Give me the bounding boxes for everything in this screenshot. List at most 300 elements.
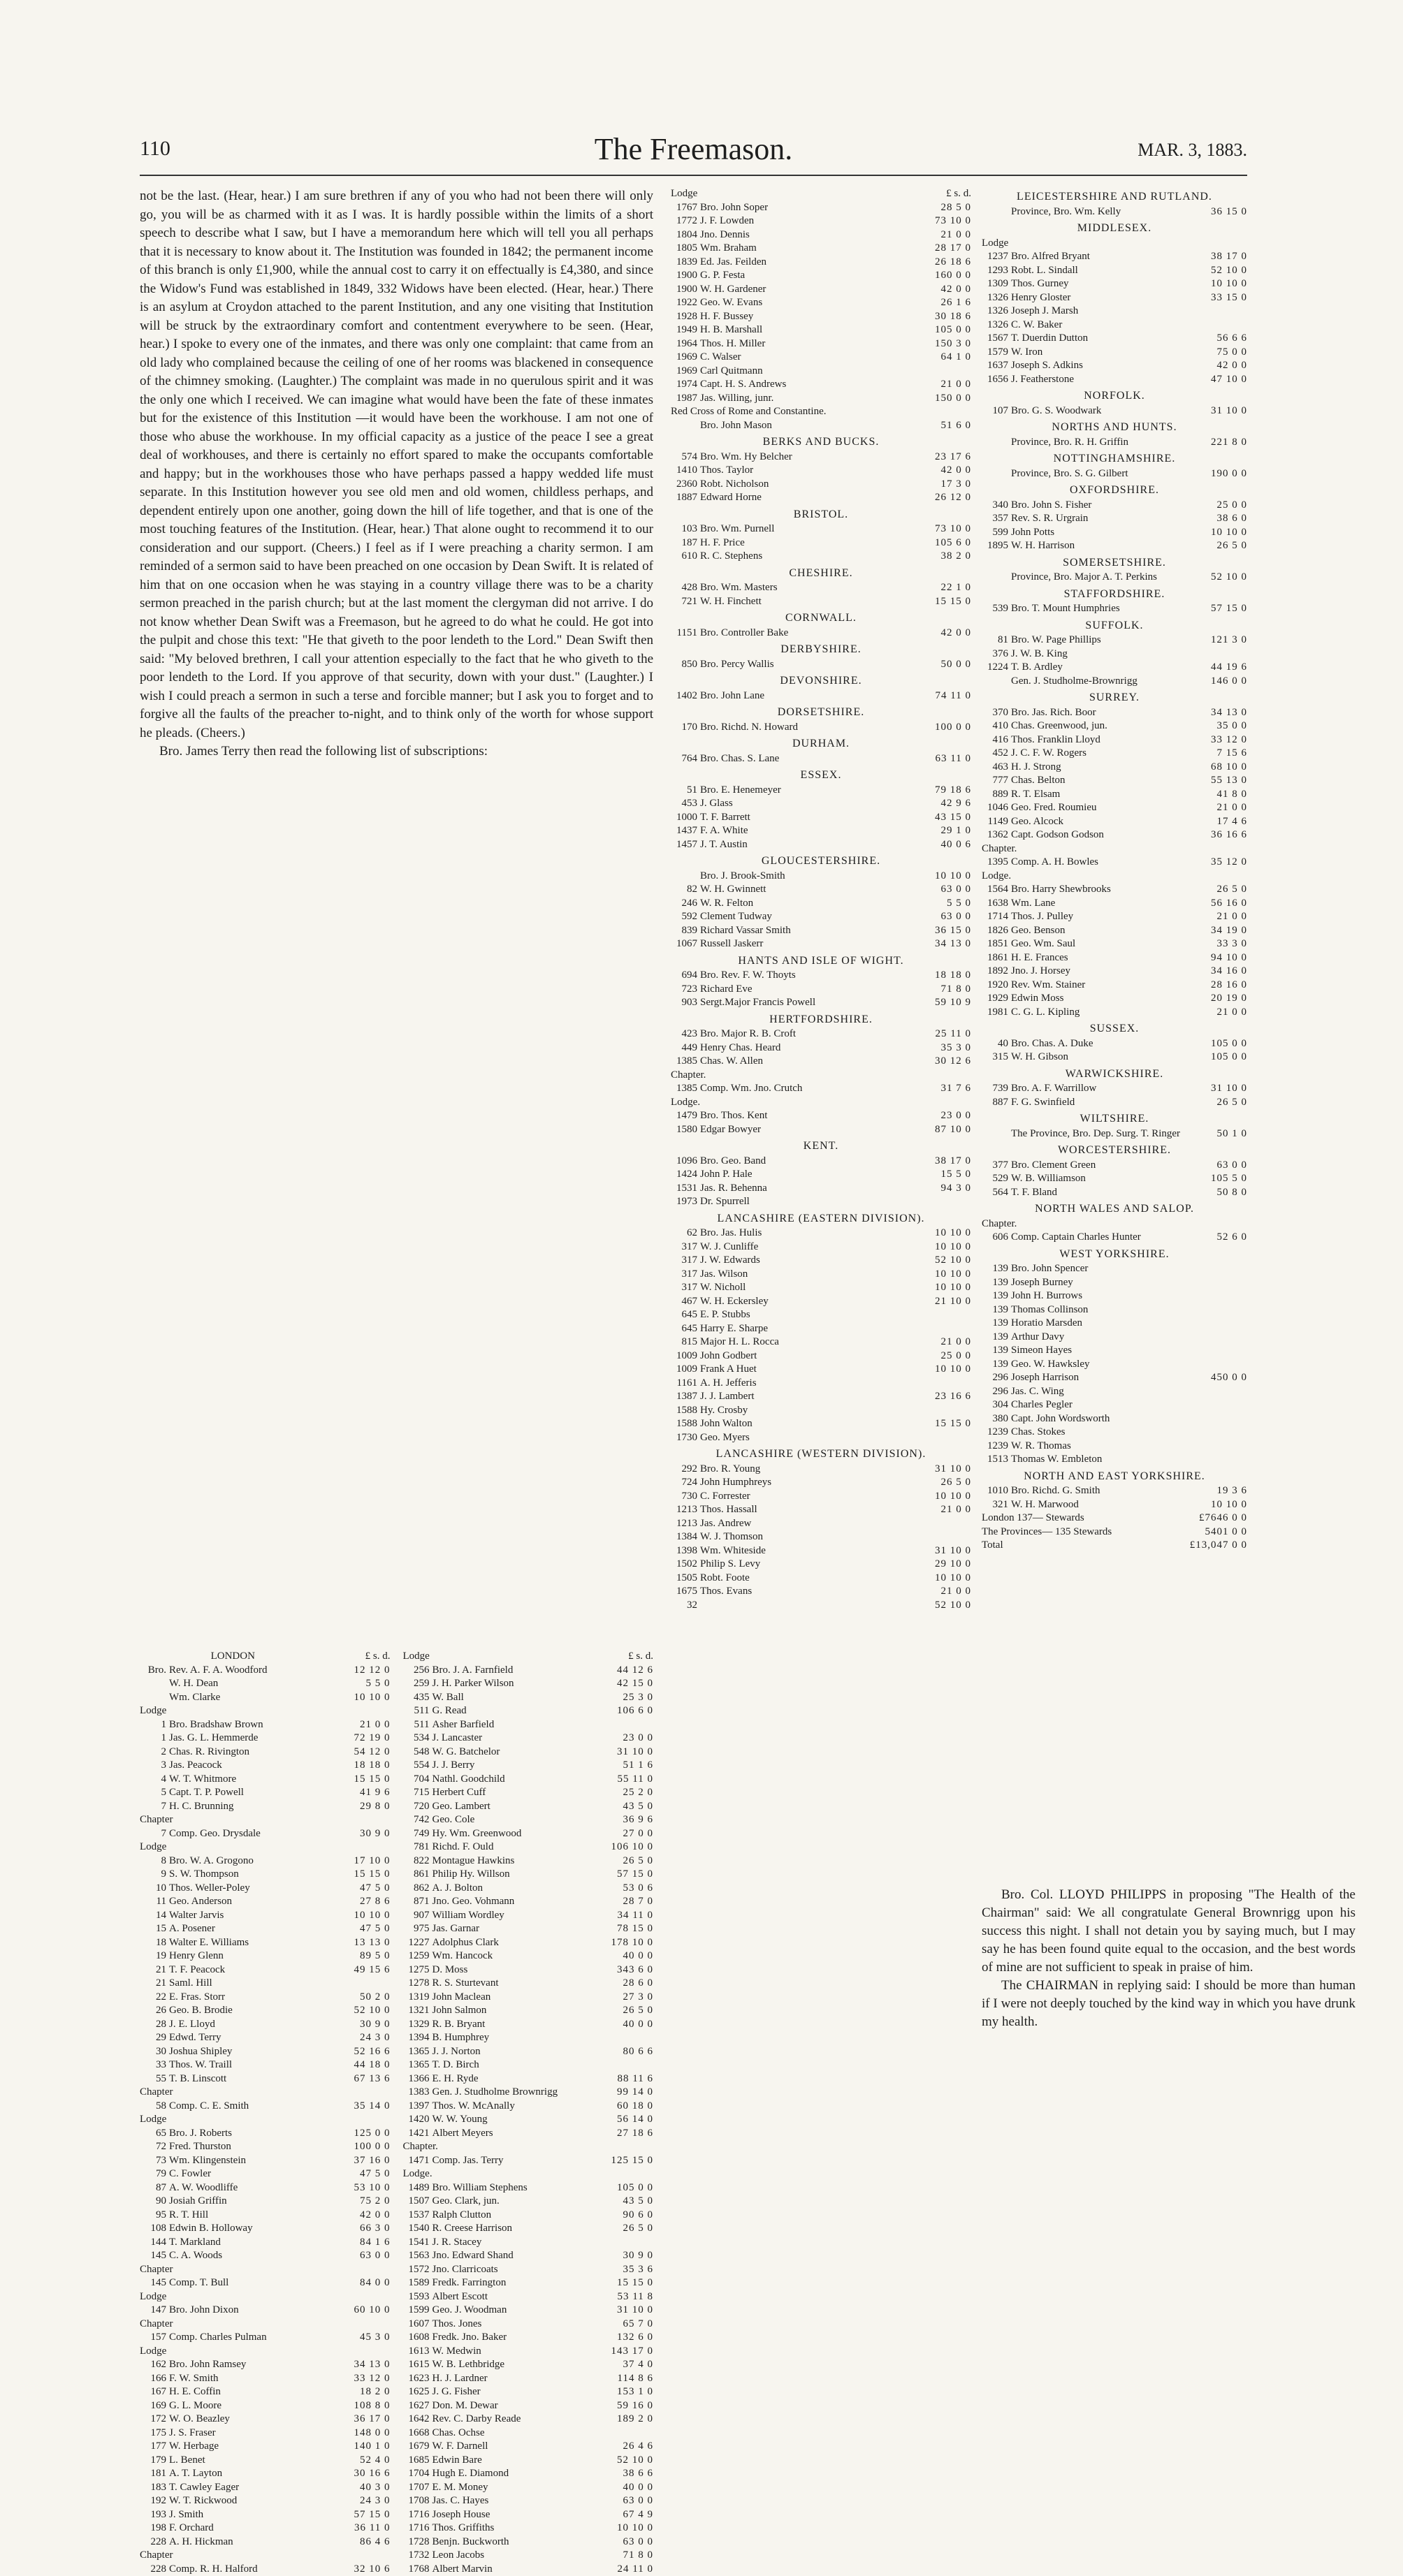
amount: 52 16 6 [326, 2045, 391, 2059]
lodge-number: 1704 [403, 2467, 432, 2481]
amount: 40 3 0 [326, 2481, 391, 2495]
subscriber-name: Bro. Richd. G. Smith [1011, 1484, 1183, 1498]
lodge-number: 1567 [982, 332, 1011, 346]
lodge-number: 246 [671, 897, 700, 911]
table-row [403, 2100, 654, 2114]
lodge-number: 1987 [671, 392, 700, 406]
amount [1183, 1344, 1247, 1358]
amount [1183, 1358, 1247, 1372]
lodge-number: 1656 [982, 373, 1011, 387]
subscriber-name: D. Moss [432, 1963, 590, 1977]
table-row [982, 1051, 1247, 1064]
table-row [982, 346, 1247, 360]
lodge-number: 599 [982, 526, 1011, 540]
lodge-number: 1437 [671, 824, 700, 838]
section-heading: ESSEX. [671, 768, 971, 782]
subscriber-name: Chas. Ochse [432, 2427, 590, 2440]
lodge-number: 1239 [982, 1440, 1011, 1454]
lodge-number: 1969 [671, 365, 700, 379]
subscriber-name: J. G. Fisher [432, 2385, 590, 2399]
lodge-number: 1572 [403, 2263, 432, 2277]
amount [1183, 842, 1247, 856]
lodge-number: 721 [671, 595, 700, 609]
amount: 28 16 0 [1183, 979, 1247, 993]
lodge-number: 815 [671, 1335, 700, 1349]
table-row [140, 2454, 391, 2468]
amount: 15 5 0 [907, 1168, 971, 1182]
amount: 57 15 0 [589, 1868, 653, 1882]
amount: 106 10 0 [589, 1840, 653, 1854]
amount: 29 10 0 [907, 1558, 971, 1572]
currency-header: £ s. d. [326, 1650, 391, 1664]
amount: 47 5 0 [326, 1882, 391, 1896]
table-row [982, 1037, 1247, 1051]
table-row [140, 2154, 391, 2168]
lodge-number: 1309 [982, 277, 1011, 291]
lodge-number: 228 [140, 2535, 169, 2549]
table-row [403, 1746, 654, 1759]
amount: 25 3 0 [589, 1691, 653, 1705]
province-sections [982, 190, 1247, 1512]
lodge-number [982, 571, 1011, 585]
table-row [403, 2372, 654, 2386]
subscriber-name: Russell Jaskerr [700, 937, 907, 951]
lodge-number: 548 [403, 1746, 432, 1759]
amount: 36 9 6 [589, 1813, 653, 1827]
subscriber-name: J. W. Edwards [700, 1254, 907, 1268]
amount: 68 10 0 [1183, 761, 1247, 775]
lodge-number [671, 870, 700, 884]
lodge-number: 11 [140, 1895, 169, 1909]
amount [1183, 237, 1247, 251]
lodge-number: 1424 [671, 1168, 700, 1182]
amount: 30 9 0 [589, 2249, 653, 2263]
table-row [403, 2263, 654, 2277]
lodge-number: 1730 [671, 1431, 700, 1445]
subscriber-name [169, 2549, 326, 2563]
subscriber-name: Albert Meyers [432, 2127, 590, 2141]
table-row [140, 1882, 391, 1896]
amount: 42 0 0 [907, 464, 971, 478]
lodge-number: 1851 [982, 937, 1011, 951]
table-row [671, 1503, 971, 1517]
lodge-number: Chapter [140, 1813, 169, 1827]
table-row [982, 661, 1247, 675]
lodge-number: Lodge. [982, 870, 1011, 884]
lodge-number: 81 [982, 634, 1011, 647]
table-row [671, 1544, 971, 1558]
amount: 27 0 0 [589, 1827, 653, 1841]
lodge-number: 907 [403, 1909, 432, 1923]
table-row [671, 1069, 971, 1083]
subscriber-name: Carl Quitmann [700, 365, 907, 379]
lodge-number: 192 [140, 2494, 169, 2508]
table-row [140, 2413, 391, 2427]
section-heading: NORTHS AND HUNTS. [982, 420, 1247, 434]
lodge-number: 1161 [671, 1377, 700, 1391]
amount: 44 12 6 [589, 1664, 653, 1678]
amount: 65 7 0 [589, 2318, 653, 2332]
amount: 38 6 6 [589, 2467, 653, 2481]
section-heading: SUFFOLK. [982, 619, 1247, 633]
amount: 10 10 0 [326, 1691, 391, 1705]
amount: 63 11 0 [907, 752, 971, 766]
amount: 21 0 0 [907, 378, 971, 392]
amount [589, 2236, 653, 2250]
table-row [982, 747, 1247, 761]
subscriber-name: W. Medwin [432, 2345, 590, 2359]
table-row [403, 1909, 654, 1923]
subscriber-name: Thomas W. Embleton [1011, 1453, 1183, 1467]
lodge-number: 1772 [671, 214, 700, 228]
lodge-number: 452 [982, 747, 1011, 761]
table-row [982, 965, 1247, 979]
table-row [140, 2467, 391, 2481]
amount: 36 15 0 [907, 924, 971, 938]
table-row [140, 1813, 391, 1827]
subscriber-name [432, 2167, 590, 2181]
table-row [671, 1123, 971, 1137]
lodge-number: 317 [671, 1254, 700, 1268]
subscriber-name: Bro. Percy Wallis [700, 658, 907, 672]
lodge-number: 1398 [671, 1544, 700, 1558]
subscriber-name [169, 1840, 326, 1854]
amount: 28 5 0 [907, 201, 971, 215]
lodge-number: 1767 [671, 201, 700, 215]
lodge-number: 181 [140, 2467, 169, 2481]
subscriber-name: Simeon Hayes [1011, 1344, 1183, 1358]
lodge-number: 79 [140, 2167, 169, 2181]
table-row [982, 1331, 1247, 1345]
lodge-number: 1637 [982, 359, 1011, 373]
lodge-number: 645 [671, 1322, 700, 1336]
subscriber-name: John Maclean [432, 1991, 590, 2005]
subscriber-name: G. L. Moore [169, 2399, 326, 2413]
amount: 21 0 0 [326, 1718, 391, 1732]
lodge-number: 1599 [403, 2304, 432, 2318]
subscriber-name: Bro. John Dixon [169, 2304, 326, 2318]
subscriber-name: Jas. C. Wing [1011, 1385, 1183, 1399]
lodge-number: 377 [982, 1159, 1011, 1173]
table-row [140, 2167, 391, 2181]
amount: 56 14 0 [589, 2113, 653, 2127]
table-row [671, 838, 971, 852]
table-row [982, 1358, 1247, 1372]
amount: 10 10 0 [1183, 277, 1247, 291]
section-heading: SOMERSETSHIRE. [982, 556, 1247, 570]
amount: 52 6 0 [1183, 1231, 1247, 1245]
amount [326, 1840, 391, 1854]
lodge-number: 1326 [982, 291, 1011, 305]
amount: 105 0 0 [907, 323, 971, 337]
subscriber-name: Bro. W. Page Phillips [1011, 634, 1183, 647]
subscriber-name [432, 2140, 590, 2154]
amount: 35 14 0 [326, 2100, 391, 2114]
table-row [671, 784, 971, 798]
lodge-number: 65 [140, 2127, 169, 2141]
amount: 38 17 0 [907, 1155, 971, 1169]
lodge-number [982, 436, 1011, 450]
amount: 34 11 0 [589, 1909, 653, 1923]
table-row [671, 419, 971, 433]
lodge-number: 1804 [671, 228, 700, 242]
amount: 18 2 0 [326, 2385, 391, 2399]
amount: 10 10 0 [1183, 526, 1247, 540]
section-heading: DERBYSHIRE. [671, 643, 971, 657]
list-rows [403, 1664, 654, 2576]
amount: 25 2 0 [589, 1786, 653, 1800]
subscriber-name: Wm. Klingenstein [169, 2154, 326, 2168]
lodge-number: 720 [403, 1800, 432, 1814]
amount: 41 9 6 [326, 1786, 391, 1800]
amount: 29 1 0 [907, 824, 971, 838]
table-row [403, 1677, 654, 1691]
amount [326, 2086, 391, 2100]
subscriber-name: Bro. G. S. Woodwark [1011, 404, 1183, 418]
subscriber-name: J. R. Stacey [432, 2236, 590, 2250]
lodge-number: 511 [403, 1718, 432, 1732]
table-row [403, 2304, 654, 2318]
subscriber-name: Henry Glenn [169, 1949, 326, 1963]
table-row [140, 2181, 391, 2195]
subscriber-name: Bro. Rev. F. W. Thoyts [700, 969, 907, 983]
amount [326, 2263, 391, 2277]
table-row [140, 1840, 391, 1854]
amount [1183, 1331, 1247, 1345]
amount: 33 12 0 [326, 2372, 391, 2386]
amount: 66 3 0 [326, 2222, 391, 2236]
table-row [403, 1840, 654, 1854]
subscriber-name: Capt. H. S. Andrews [700, 378, 907, 392]
amount [1183, 1217, 1247, 1231]
lodge-number: 1505 [671, 1572, 700, 1586]
lodge-number: 172 [140, 2413, 169, 2427]
amount: 153 1 0 [589, 2385, 653, 2399]
amount: 26 5 0 [1183, 1096, 1247, 1110]
list-rows [671, 201, 971, 406]
subscriber-name: Robt. Foote [700, 1572, 907, 1586]
table-row [140, 1786, 391, 1800]
subscriber-name: W. Ball [432, 1691, 590, 1705]
subscriber-name: T. Duerdin Dutton [1011, 332, 1183, 346]
lodge-number: 170 [671, 721, 700, 735]
amount: 17 3 0 [907, 478, 971, 492]
table-row [671, 797, 971, 811]
lodge-number: 296 [982, 1371, 1011, 1385]
lodge-number: 1213 [671, 1503, 700, 1517]
table-row [671, 721, 971, 735]
subscriber-name: T. B. Linscott [169, 2072, 326, 2086]
lodge-number: 198 [140, 2522, 169, 2535]
subscriber-name: W. H. Finchett [700, 595, 907, 609]
subscriber-name: Comp. Charles Pulman [169, 2331, 326, 2345]
subscriber-name: Chas. Greenwood, jun. [1011, 719, 1183, 733]
table-row [671, 595, 971, 609]
amount [589, 2140, 653, 2154]
subscriber-name: Geo. Cole [432, 1813, 590, 1827]
table-row [982, 305, 1247, 319]
table-row [403, 2018, 654, 2032]
subscriber-name: Bro. Chas. S. Lane [700, 752, 907, 766]
subscriber-name: Bro. Wm. Purnell [700, 522, 907, 536]
lodge-number: 259 [403, 1677, 432, 1691]
subscriber-name: Walter E. Williams [169, 1936, 326, 1950]
lodge-number: 1275 [403, 1963, 432, 1977]
subscriber-name: Geo. W. Evans [700, 296, 907, 310]
table-row [982, 883, 1247, 897]
subscriber-name: W. J. Thomson [700, 1530, 907, 1544]
lodge-list [403, 1650, 654, 2069]
table-row [671, 969, 971, 983]
subscriber-name: Jas. Willing, junr. [700, 392, 907, 406]
table-row [982, 359, 1247, 373]
subscriber-name: W. F. Darnell [432, 2440, 590, 2454]
lodge-number: 1627 [403, 2399, 432, 2413]
table-row [140, 2345, 391, 2359]
lodge-number: 22 [140, 1991, 169, 2005]
amount [589, 2031, 653, 2045]
lodge-number: 175 [140, 2427, 169, 2440]
subscriber-name: Gen. J. Studholme Brownrigg [432, 2086, 590, 2100]
table-row [403, 1813, 654, 1827]
lodge-number: 30 [140, 2045, 169, 2059]
lodge-number: 1362 [982, 828, 1011, 842]
amount: 26 5 0 [907, 1476, 971, 1490]
amount: 40 0 6 [907, 838, 971, 852]
table-row [140, 1922, 391, 1936]
subscriber-name: Joseph S. Adkins [1011, 359, 1183, 373]
lodge-number: 3 [140, 1759, 169, 1773]
subscriber-name: Arthur Davy [1011, 1331, 1183, 1345]
subscriber-name: E. Fras. Storr [169, 1991, 326, 2005]
subscriber-name: W. H. Eckersley [700, 1295, 907, 1309]
lodge-number: 108 [140, 2222, 169, 2236]
section-heading: LANCASHIRE (EASTERN DIVISION). [671, 1212, 971, 1226]
amount: 15 15 0 [589, 2276, 653, 2290]
lodge-number: 1421 [403, 2127, 432, 2141]
table-row [403, 2385, 654, 2399]
lodge-number: 730 [671, 1490, 700, 1504]
lodge-number: 534 [403, 1732, 432, 1746]
table-row [140, 2549, 391, 2563]
lodge-number: 410 [982, 719, 1011, 733]
amount: 52 10 0 [326, 2004, 391, 2018]
amount: 105 0 0 [589, 2181, 653, 2195]
amount: 40 0 0 [589, 1949, 653, 1963]
table-row [671, 1254, 971, 1268]
amount: 38 17 0 [1183, 250, 1247, 264]
subscriber-name: C. Forrester [700, 1490, 907, 1504]
amount: 28 17 0 [907, 242, 971, 256]
amount [1183, 1398, 1247, 1412]
table-row [140, 1691, 391, 1705]
lodge-number: 1613 [403, 2345, 432, 2359]
amount: 59 10 9 [907, 996, 971, 1010]
subscriber-name: J. W. B. King [1011, 647, 1183, 661]
lodge-number: 228 [140, 2563, 169, 2576]
lodge-number: 1387 [671, 1390, 700, 1404]
lodge-number: 1716 [403, 2508, 432, 2522]
subscriber-name: Chas. Stokes [1011, 1426, 1183, 1440]
table-row [403, 2563, 654, 2576]
amount: 221 8 0 [1183, 436, 1247, 450]
amount [1183, 1385, 1247, 1399]
lodge-number: 167 [140, 2385, 169, 2399]
amount: 30 16 6 [326, 2467, 391, 2481]
lodge-number: 554 [403, 1759, 432, 1773]
table-row [140, 2494, 391, 2508]
subscriber-name: Montague Hawkins [432, 1854, 590, 1868]
subscriber-name: W. Nicholl [700, 1281, 907, 1295]
table-row [982, 719, 1247, 733]
subscriber-name: Comp. T. Bull [169, 2276, 326, 2290]
table-row [982, 842, 1247, 856]
amount [1183, 1317, 1247, 1331]
lodge-number: 103 [671, 522, 700, 536]
table-row [982, 1262, 1247, 1276]
amount: 40 0 0 [589, 2481, 653, 2495]
amount: 88 11 6 [589, 2072, 653, 2086]
amount: 25 0 0 [907, 1349, 971, 1363]
amount: 50 2 0 [326, 1991, 391, 2005]
subscriber-name: Fred. Thurston [169, 2140, 326, 2154]
table-row [982, 250, 1247, 264]
lodge-number: 315 [982, 1051, 1011, 1064]
london-list [140, 1650, 391, 2069]
lodge-number: 1861 [982, 951, 1011, 965]
amount: 42 0 0 [1183, 359, 1247, 373]
amount: 190 0 0 [1183, 467, 1247, 481]
amount: 32 10 6 [326, 2563, 391, 2576]
table-row [403, 1991, 654, 2005]
lodge-number: 179 [140, 2454, 169, 2468]
lodge-number: Chapter [140, 2318, 169, 2332]
lodge-number: 1707 [403, 2481, 432, 2495]
subscriber-name: John Godbert [700, 1349, 907, 1363]
subscriber-name: Saml. Hill [169, 1977, 326, 1991]
amount: 125 15 0 [589, 2154, 653, 2168]
subscriber-name: Bro. Wm. Masters [700, 581, 907, 595]
subscriber-name: C. W. Baker [1011, 319, 1183, 332]
subscriber-name [1011, 1217, 1183, 1231]
amount: 24 11 0 [589, 2563, 653, 2576]
amount: 74 11 0 [907, 689, 971, 703]
table-row [982, 264, 1247, 278]
table-row [140, 1704, 391, 1718]
total-row [982, 1512, 1247, 1525]
amount: 35 3 6 [589, 2263, 653, 2277]
table-row [403, 1704, 654, 1718]
subscriber-name: Jno. J. Horsey [1011, 965, 1183, 979]
subscriber-name: Bro. John Ramsey [169, 2358, 326, 2372]
lodge-number: 715 [403, 1786, 432, 1800]
lodge-number: 1321 [403, 2004, 432, 2018]
amount [1183, 1289, 1247, 1303]
amount: 132 6 0 [589, 2331, 653, 2345]
currency-header: £ s. d. [907, 187, 971, 201]
amount: 25 0 0 [1183, 499, 1247, 513]
amount: 57 15 0 [1183, 602, 1247, 616]
subscriber-name: A. J. Bolton [432, 1882, 590, 1896]
amount: 23 0 0 [907, 1109, 971, 1123]
amount: 63 0 0 [589, 2535, 653, 2549]
lodge-number: 1537 [403, 2209, 432, 2223]
amount: 43 5 0 [589, 2195, 653, 2209]
subscriber-name: R. T. Elsam [1011, 788, 1183, 802]
subscriber-name: Dr. Spurrell [700, 1195, 907, 1209]
subscriber-name: Jas. Peacock [169, 1759, 326, 1773]
lodge-number: 145 [140, 2249, 169, 2263]
